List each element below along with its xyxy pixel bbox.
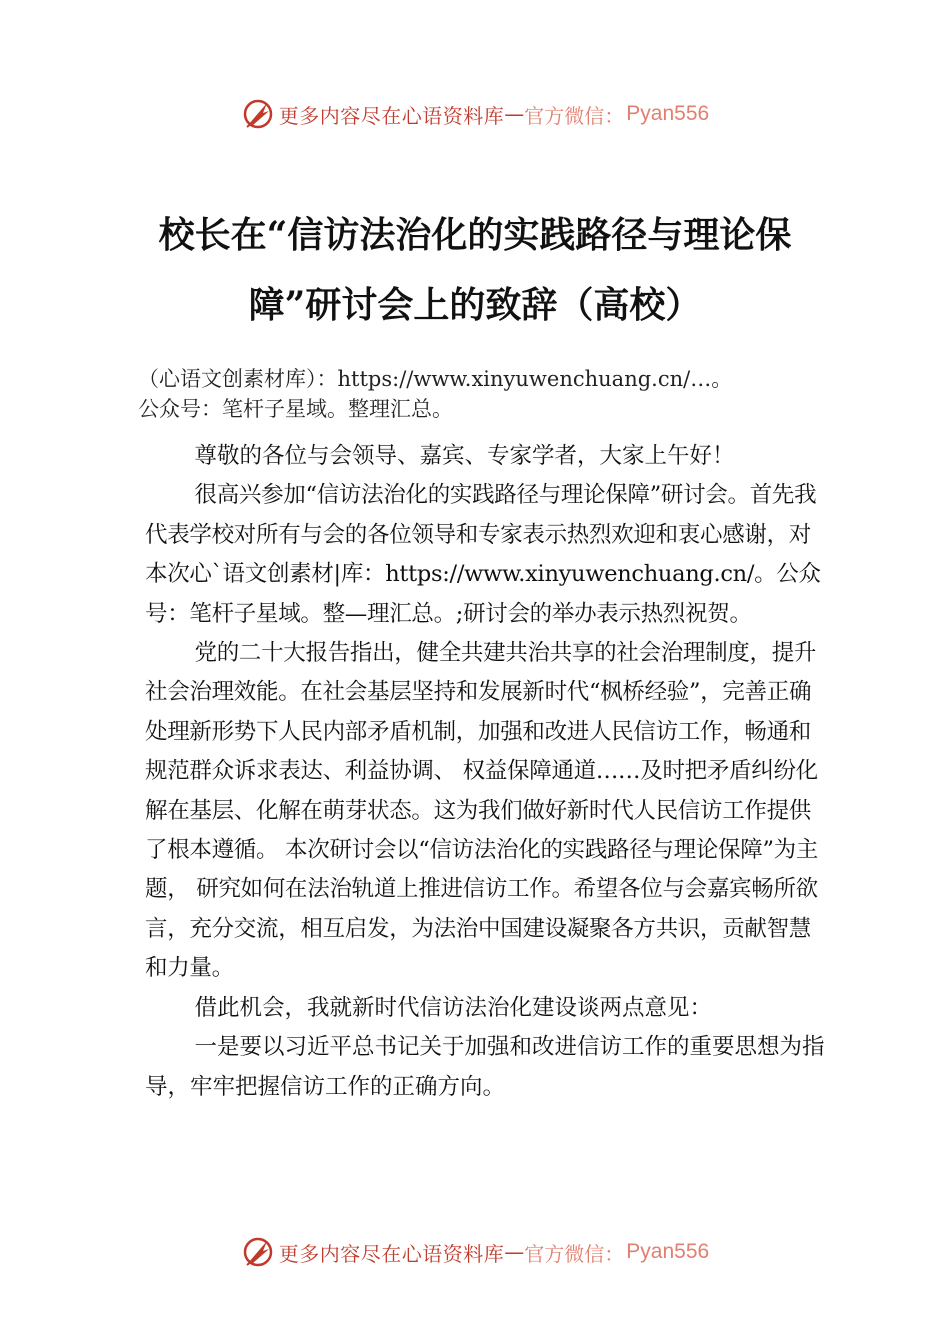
document-body <box>145 437 825 1107</box>
banner-separator: — <box>504 102 525 126</box>
banner-wechat-id: Pyan556 <box>626 102 710 125</box>
quill-logo-icon <box>241 1235 275 1269</box>
footer-brand-text: 更多内容尽在心语资料库 <box>278 1241 505 1266</box>
banner-label: 官方微信： <box>524 103 625 128</box>
footer-separator: — <box>504 1240 525 1264</box>
title-line-2: 障”研讨会上的致辞（高校） <box>248 284 702 326</box>
document-title <box>130 200 820 340</box>
source-line-1: （心语文创素材库）：https://www.xinyuwenchuang.cn/…。 <box>138 367 733 391</box>
footer-label: 官方微信： <box>524 1241 625 1266</box>
paragraph-opinions-intro: 借此机会，我就新时代信访法治化建设谈两点意见： <box>194 994 713 1021</box>
paragraph-welcome: 很高兴参加“信访法治化的实践路径与理论保障”研讨会。首先我代表学校对所有与会的各位领导和专家表示热烈欢迎和衷心感谢，对本次心`语文创素材|库：https://www.xinyuwenchuang.cn/。公众号：笔杆子星域。整—理汇总。;研讨会的举办表示热烈祝贺。 <box>145 482 821 627</box>
title-line-1: 校长在“信访法治化的实践路径与理论保 <box>158 214 792 256</box>
source-note <box>138 364 838 424</box>
paragraph-greeting: 尊敬的各位与会领导、嘉宾、专家学者，大家上午好！ <box>194 443 735 469</box>
paragraph-report: 党的二十大报告指出，健全共建共治共享的社会治理制度，提升社会治理效能。在社会基层坚持和发展新时代“枫桥经验”，完善正确处理新形势下人民内部矛盾机制，加强和改进人民信访工作，畅通和规范群众诉求表达、利益协调、 权益保障通道……及时把矛盾纠纷化解在基层、化解在萌芽状态。这为我们做好新时代人民信访工作提供了根本遵循。 本次研讨会以“信访法治化的实践路径与理论保障”为主题， 研究如何在法治轨道上推进信访工作。希望各位与会嘉宾畅所欲言，充分交流，相互启发，为法治中国建设凝聚各方共识，贡献智慧和力量。 <box>145 640 819 982</box>
paragraph-point-one: 一是要以习近平总书记关于加强和改进信访工作的重要思想为指导，牢牢把握信访工作的正确方向。 <box>145 1034 825 1100</box>
footer-wechat-id: Pyan556 <box>626 1240 710 1263</box>
header-banner <box>0 94 950 134</box>
banner-brand-text: 更多内容尽在心语资料库 <box>278 103 505 128</box>
source-line-2: 公众号：笔杆子星域。整理汇总。 <box>138 397 453 421</box>
quill-logo-icon <box>241 97 275 131</box>
footer-banner <box>0 1232 950 1272</box>
